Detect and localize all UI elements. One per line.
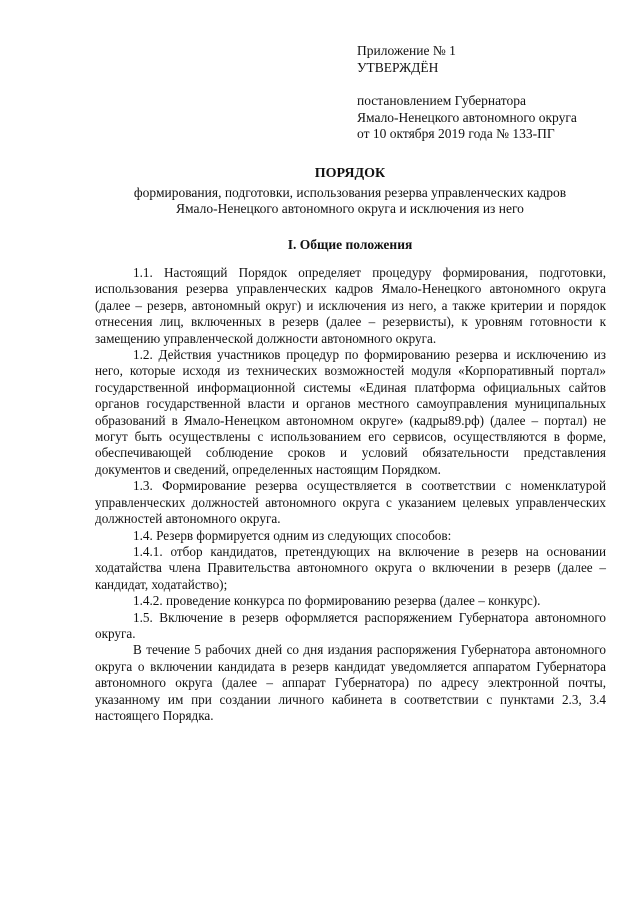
paragraph-1-3: 1.3. Формирование резерва осуществляется в соответствии с номенклатурой управленческих должностей автономного округа с указанием целевых управленческих должностей автономного округа. [95,478,606,527]
approval-block [357,43,627,143]
approval-line: постановлением Губернатора [357,93,526,108]
document-subtitle: формирования, подготовки, использования резерва управленческих кадров [133,184,567,200]
document-title: ПОРЯДОК [314,166,386,181]
document-title-block [90,166,610,218]
appendix-label: Приложение № 1 [357,43,456,58]
document-subtitle: Ямало-Ненецкого автономного округа и исключения из него [176,201,524,216]
paragraph-1-1: 1.1. Настоящий Порядок определяет процедуру формирования, подготовки, использования резерва управленческих кадров Ямало-Ненецкого автономного округа (далее – резерв, автономный округ) и исключения из него, а также критерии и порядок отнесения лиц, включенных в резерв (далее – резервисты), к уровням готовности к замещению управленческой должности автономного округа. [95,265,606,346]
approval-line: от 10 октября 2019 года № 133-ПГ [357,126,555,141]
paragraph-1-4: 1.4. Резерв формируется одним из следующих способов: [133,527,452,543]
section-heading: I. Общие положения [287,237,413,252]
approval-line: Ямало-Ненецкого автономного округа [357,109,577,125]
document-body [95,265,606,724]
paragraph-1-5: 1.5. Включение в резерв оформляется распоряжением Губернатора автономного округа. [95,609,606,641]
paragraph-1-4-1: 1.4.1. отбор кандидатов, претендующих на включение в резерв на основании ходатайства члена Правительства автономного округа о включении в резерв (далее – кандидат, ходатайство); [95,543,606,592]
paragraph-1-4-2: 1.4.2. проведение конкурса по формированию резерва (далее – конкурс). [133,593,541,609]
approved-label: УТВЕРЖДЁН [357,59,439,75]
paragraph-notification: В течение 5 рабочих дней со дня издания распоряжения Губернатора автономного округа о включении кандидата в резерв кандидат уведомляется аппаратом Губернатора автономного округа (далее – аппарат Губернатора) по адресу электронной почты, указанному им при создании личного кабинета в соответствии с пунктами 2.3, 3.4 настоящего Порядка. [95,642,606,723]
paragraph-1-2: 1.2. Действия участников процедур по формированию резерва и исключению из него, которые исходя из технических возможностей модуля «Корпоративный портал» государственной информационной системы «Единая платформа официальных сайтов органов государственной власти и органов местного самоуправления муниципальных образований в Ямало-Ненецком автономном округе» (кадры89.рф) (далее – портал) не могут быть осуществлены с использованием его сервисов, осуществляются в форме, обеспечивающей соблюдение сроков и условий обязательности представления документов и сведений, определенных настоящим Порядком. [95,347,606,477]
